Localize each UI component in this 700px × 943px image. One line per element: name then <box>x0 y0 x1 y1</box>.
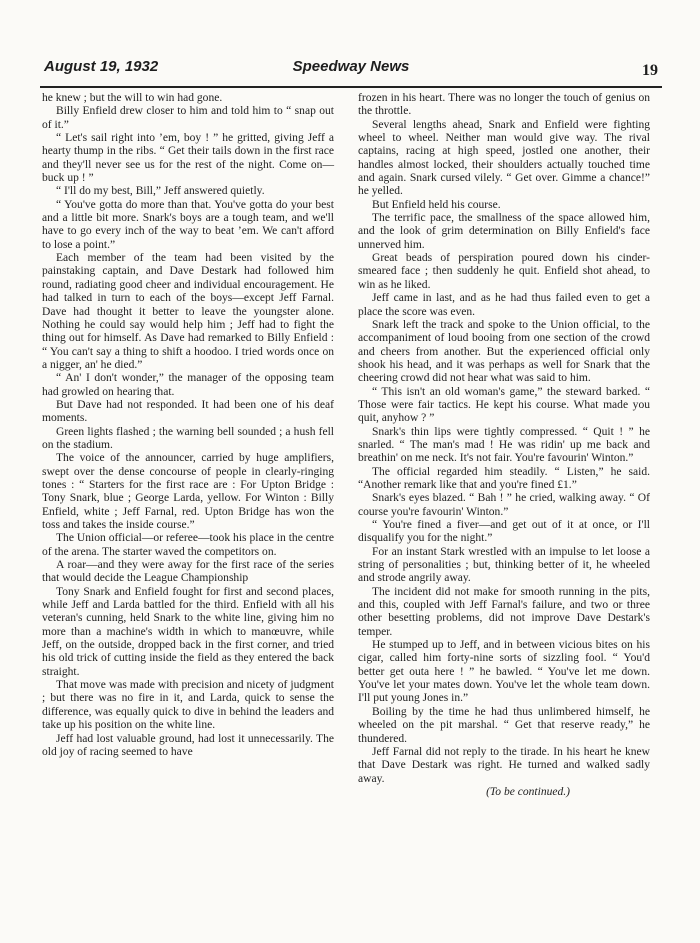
to-be-continued-note <box>358 786 650 799</box>
paragraph: frozen in his heart. There was no longer the touch of genius on the throttle. <box>358 92 650 118</box>
paragraph: Snark left the track and spoke to the Union official, to the accompaniment of loud booing from one section of the crowd and cheers from another. But the experienced official only shook his head, and it was perhaps as well for Snark that the cheering crowd did not hear what was said to him. <box>358 318 650 385</box>
issue-date: August 19, 1932 <box>44 58 159 75</box>
paragraph: Jeff had lost valuable ground, had lost it unnecessarily. The old joy of racing seemed to have <box>42 732 334 758</box>
paragraph: Several lengths ahead, Snark and Enfield were fighting wheel to wheel. Neither man would give way. The rival captains, racing at high speed, jostled one another, their handles almost locked, their shoulders actually touched time and again. Snark cursed vilely. “ Get over. Gimme a chance!” he yelled. <box>358 118 650 198</box>
paragraph: Jeff came in last, and as he had thus failed even to get a place the score was even. <box>358 292 650 318</box>
paragraph: The terrific pace, the smallness of the space allowed him, and the look of grim determination on Billy Enfield's face unnerved him. <box>358 212 650 251</box>
paragraph: The incident did not make for smooth running in the pits, and this, coupled with Jeff Farnal's failure, and two or three other besetting problems, did not improve Dave Destark's temper. <box>358 585 650 638</box>
paragraph: Great beads of perspiration poured down his cinder-smeared face ; then suddenly he quit. Enfield shot ahead, to win as he liked. <box>358 252 650 291</box>
paragraph: “ Let's sail right into ’em, boy ! ” he gritted, giving Jeff a hearty thump in the ribs. “ Get their tails down in the first race and they'll never see us for the rest of the night. Come on—buck up ! ” <box>42 132 334 185</box>
paragraph: he knew ; but the will to win had gone. <box>42 92 223 104</box>
left-column <box>42 92 334 759</box>
paragraph: The official regarded him steadily. “ Listen,” he said. “Another remark like that and you're fined £1.” <box>358 465 650 491</box>
paragraph: The Union official—or referee—took his place in the centre of the arena. The starter waved the competitors on. <box>42 532 334 558</box>
paragraph: “ You've gotta do more than that. You've gotta do your best and a little bit more. Snark's boys are a tough team, and we'll have to go every inch of the way to beat ’em. We can't afford to lose a point.” <box>42 198 334 251</box>
paragraph: Boiling by the time he had thus unlimbered himself, he wheeled on the pit marshal. “ Get that reserve ready,” he thundered. <box>358 705 650 745</box>
to-be-continued-text: (To be continued.) <box>486 785 570 798</box>
paragraph: “ An' I don't wonder,” the manager of the opposing team had growled on hearing that. <box>42 372 334 398</box>
paragraph: Billy Enfield drew closer to him and told him to “ snap out of it.” <box>42 105 334 131</box>
paragraph: That move was made with precision and nicety of judgment ; but there was no fire in it, and Larda, quick to sense the difference, was equally quick to dive in behind the leaders and take up his position on the white line. <box>42 679 334 732</box>
paragraph: “ This isn't an old woman's game,” the steward barked. “ Those were fair tactics. He kept his course. What made you quit, anyhow ? ” <box>358 385 650 425</box>
paragraph: But Dave had not responded. It had been one of his deaf moments. <box>42 398 334 425</box>
paragraph: But Enfield held his course. <box>372 198 501 211</box>
paragraph: The voice of the announcer, carried by huge amplifiers, swept over the dense concourse of people in clearly-ringing tones : “ Starters for the first race are : For Upton Bridge : Tony Snark, blue ; George Larda, yellow. For Winton : Billy Enfield, white ; Jeff Farnal, red. Upton Bridge has won the toss and takes the inside course.” <box>42 452 334 531</box>
paragraph: He stumped up to Jeff, and in between vicious bites on his cigar, called him forty-nine sorts of sizzling fool. “ You'd better get outa here ! ” he bawled. “ You've let me down. You've let your mates down. You've let the whole team down. I'll put young Jones in.” <box>358 639 650 705</box>
paragraph: Each member of the team had been visited by the painstaking captain, and Dave Destark had followed him round, radiating good cheer and individual encouragement. He had talked in turn to each of the boys—except Jeff Farnal. Dave had thought it better to leave the youngster alone. Nothing he could say would help him ; Jeff had to fight the thing out for himself. As Dave had remarked to Billy Enfield : “ You can't say a thing to shift a hoodoo. I tried words once on a nigger, an' he died.” <box>42 252 334 371</box>
paragraph: Green lights flashed ; the warning bell sounded ; a hush fell on the stadium. <box>42 425 334 451</box>
paragraph: For an instant Stark wrestled with an impulse to let loose a string of personalities ; but, thinking better of it, he wheeled and strode angrily away. <box>358 545 650 585</box>
paragraph: “ I'll do my best, Bill,” Jeff answered quietly. <box>56 185 265 198</box>
paragraph: A roar—and they were away for the first race of the series that would decide the League Championship <box>42 559 334 585</box>
page-number: 19 <box>642 62 658 79</box>
paragraph: Tony Snark and Enfield fought for first and second places, while Jeff and Larda battled for the third. Enfield with all his veteran's cunning, held Snark to the white line, giving him no more than a machine's width in which to manœuvre, while Jeff, on the outside, dropped back in the first corner, and tried his old trick of cutting inside the field as they entered the back straight. <box>42 585 334 678</box>
right-column <box>358 92 650 799</box>
paragraph: “ You're fined a fiver—and get out of it at once, or I'll disqualify you for the night.” <box>358 519 650 545</box>
publication-title: Speedway News <box>292 58 410 75</box>
paragraph: Snark's eyes blazed. “ Bah ! ” he cried, walking away. “ Of course you're favourin' Winton.” <box>358 492 650 518</box>
page-header <box>40 52 662 88</box>
paragraph: Snark's thin lips were tightly compressed. “ Quit ! ” he snarled. “ The man's mad ! He was ridin' up me back and breathin' on me neck. It's not fair. You're favourin' Winton.” <box>358 425 650 465</box>
paragraph: Jeff Farnal did not reply to the tirade. In his heart he knew that Dave Destark was right. He turned and walked sadly away. <box>358 745 650 785</box>
